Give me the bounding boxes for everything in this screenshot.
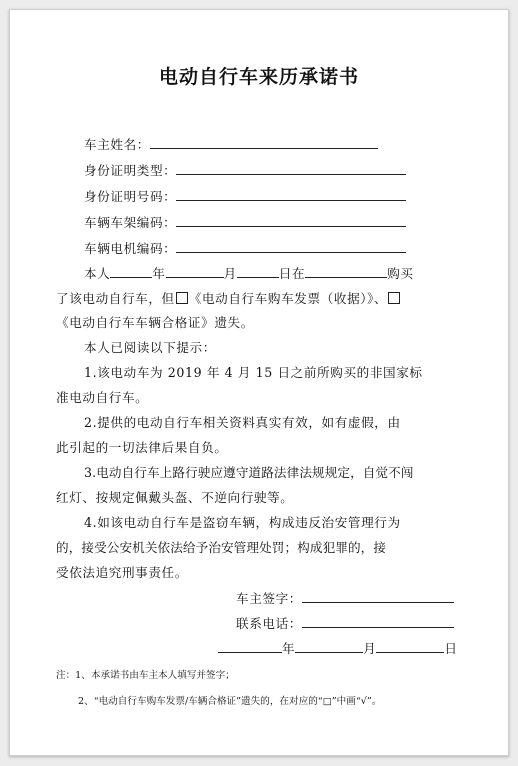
item-1-line-1: 1.该电动车为 2019 年 4 月 15 日之前所购买的非国家标 — [84, 365, 423, 380]
item-1-line-2: 准电动自行车。 — [56, 390, 149, 405]
item-3-line-2: 红灯、按规定佩戴头盔、不逆向行驶等。 — [56, 490, 294, 505]
sign-year-blank[interactable] — [218, 641, 282, 653]
notice-intro: 本人已阅读以下提示： — [84, 340, 216, 355]
item-4-line-2: 的，接受公安机关依法给予治安管理处罚；构成犯罪的，接 — [56, 540, 387, 555]
document-title: 电动自行车来历承诺书 — [158, 66, 359, 88]
field-label: 车辆电机编码： — [84, 241, 177, 256]
fill-blank[interactable] — [150, 137, 378, 149]
owner-signature-blank[interactable] — [302, 591, 454, 603]
month-label: 月 — [363, 641, 377, 656]
fill-blank[interactable] — [176, 241, 406, 253]
month-blank[interactable] — [166, 266, 224, 278]
phone-row — [236, 613, 454, 632]
date-row — [218, 638, 458, 657]
statement-text: 购买 — [387, 266, 414, 281]
statement-text: 日在 — [278, 266, 306, 281]
day-label: 日 — [444, 641, 458, 656]
statement-text: 《电动自行车购车发票（收据）》、 — [188, 291, 388, 306]
invoice-checkbox[interactable] — [176, 292, 188, 304]
fill-blank[interactable] — [176, 163, 406, 175]
sign-day-blank[interactable] — [376, 641, 444, 653]
field-frame-code — [84, 212, 406, 231]
field-id-type — [84, 160, 406, 179]
field-id-number — [84, 186, 406, 205]
sign-month-blank[interactable] — [295, 641, 363, 653]
document-page — [9, 9, 509, 756]
phone-blank[interactable] — [302, 616, 454, 628]
field-label: 车主姓名： — [84, 137, 150, 152]
statement-line-2 — [56, 288, 401, 307]
fill-blank[interactable] — [176, 215, 406, 227]
item-4-line-3: 受依法追究刑事责任。 — [56, 565, 188, 580]
day-blank[interactable] — [237, 266, 279, 278]
certificate-checkbox[interactable] — [388, 292, 400, 304]
field-label: 车辆车架编码： — [84, 215, 177, 230]
place-blank[interactable] — [305, 266, 387, 278]
statement-text: 了该电动自行车，但 — [56, 291, 175, 306]
field-label: 身份证明号码： — [84, 189, 177, 204]
statement-text: 月 — [223, 266, 237, 281]
statement-text: 年 — [152, 266, 166, 281]
year-label: 年 — [282, 641, 296, 656]
note-2: 2、“电动自行车购车发票/车辆合格证”遗失的，在对应的“□”中画“√”。 — [78, 696, 382, 707]
owner-signature-row — [236, 588, 454, 607]
statement-line-3: 《电动自行车车辆合格证》遗失。 — [56, 315, 254, 330]
item-4-line-1: 4.如该电动自行车是盗窃车辆，构成违反治安管理行为 — [84, 515, 401, 530]
fill-blank[interactable] — [176, 189, 406, 201]
item-2-line-2: 此引起的一切法律后果自负。 — [56, 440, 228, 455]
statement-line-1 — [84, 263, 414, 282]
note-1: 注：1、本承诺书由车主本人填写并签字； — [56, 670, 235, 681]
phone-label: 联系电话： — [236, 616, 302, 631]
item-3-line-1: 3.电动自行车上路行驶应遵守道路法律法规规定，自觉不闯 — [84, 465, 414, 480]
year-blank[interactable] — [110, 266, 152, 278]
field-label: 身份证明类型： — [84, 163, 177, 178]
field-owner-name — [84, 134, 378, 153]
field-motor-code — [84, 238, 406, 257]
owner-signature-label: 车主签字： — [236, 591, 302, 606]
item-2-line-1: 2.提供的电动自行车相关资料真实有效，如有虚假，由 — [84, 415, 401, 430]
statement-text: 本人 — [84, 266, 111, 281]
